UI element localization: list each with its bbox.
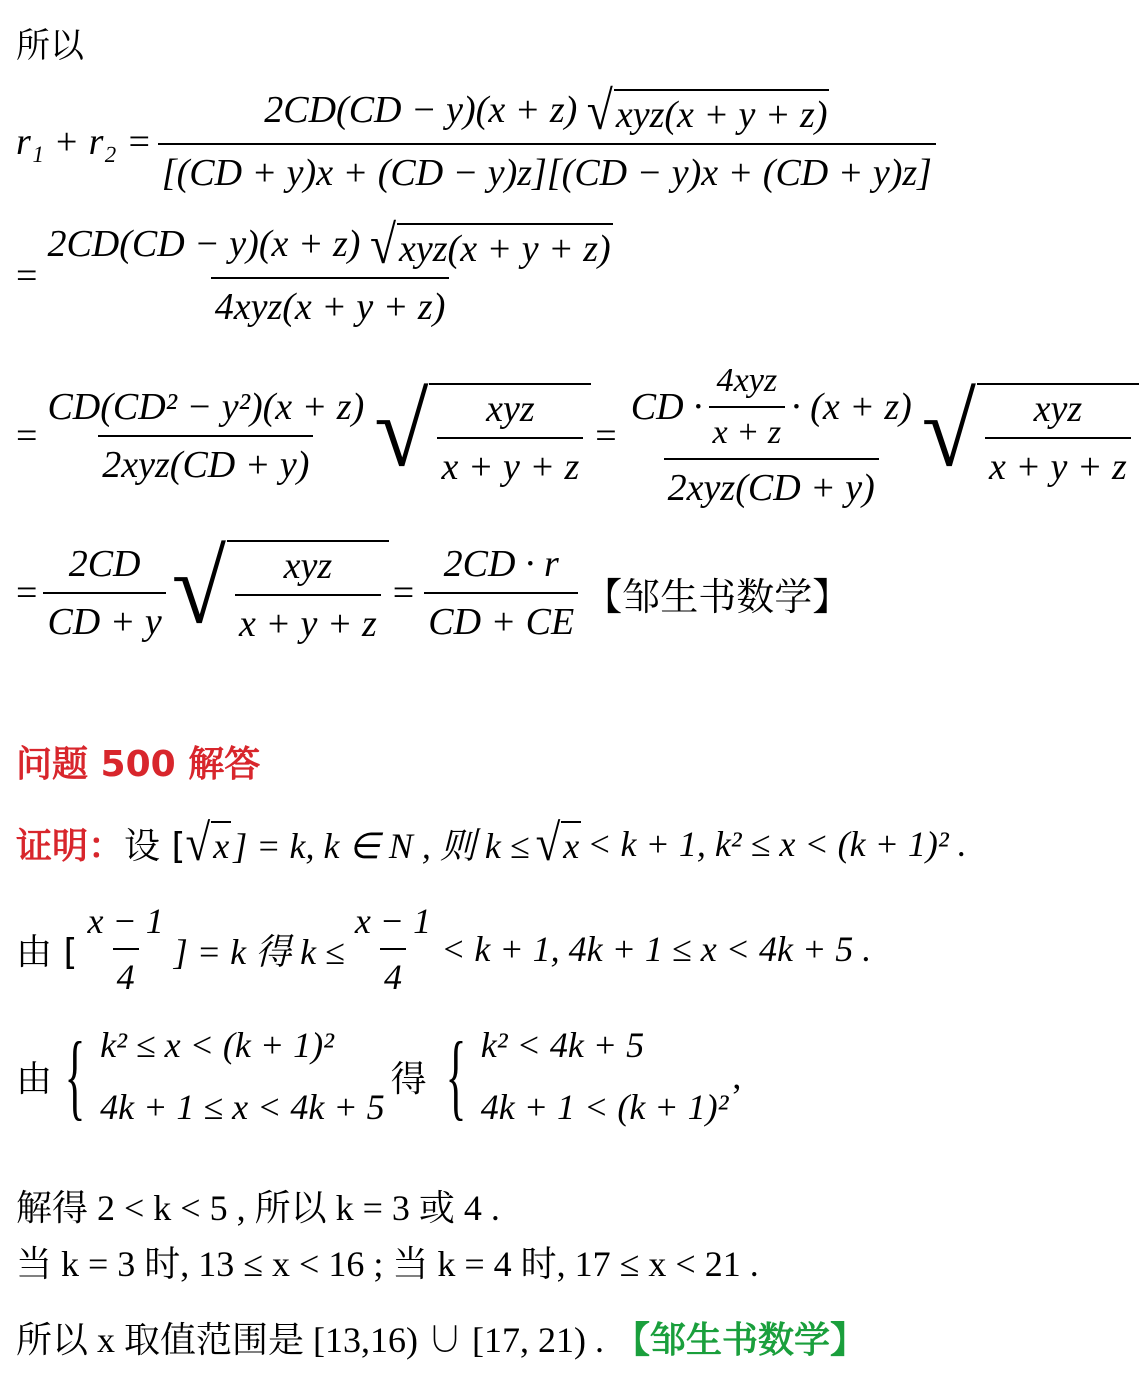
eq1-denominator: [(CD + y)x + (CD − y)z][(CD − y)x + (CD + y)z] <box>158 143 936 195</box>
eq2-radicand: xyz(x + y + z) <box>397 223 613 271</box>
proof-line-4: 解得 2 < k < 5 , 所以 k = 3 或 4 . <box>16 1188 500 1228</box>
eq3b-inner-num: 4xyz <box>716 362 778 399</box>
equation-3: = $\frac{\text{CD(CD² − y²)(x + z)}}{\text{2xyz(CD + y)}}$ √ $\frac{\text{xyz}}{x + y + z}$ = CD · $\frac{\text{4xyz}}{x + z}$ · (x + z) 2xyz(CD + y) √ $\frac{\text{xyz}}{x + y + z}$ <box>16 362 1139 510</box>
p3-you: 由 <box>16 1058 53 1100</box>
p1-sqrt-x: x <box>211 821 231 867</box>
intro-text: 所以 <box>16 26 84 66</box>
proof-line-5: 当 k = 3 时, 13 ≤ x < 16 ; 当 k = 4 时, 17 ≤ x < 21 . <box>16 1244 759 1284</box>
eq3a-denominator: 2xyz(CD + y) <box>98 435 313 487</box>
p1-a: 设 [ <box>124 826 186 867</box>
system-1-row-1: k² ≤ x < (k + 1)² <box>100 1025 334 1065</box>
eq1-numerator: 2CD(CD − y)(x + z) <box>264 89 578 131</box>
p1-c: ] = k, k ∈ N , 则 k ≤ <box>233 826 530 866</box>
proof-line-1: 证明： 设 [ √ x ] = k, k ∈ N , 则 k ≤ √ x < k + 1, k² ≤ x < (k + 1)² . <box>16 813 967 872</box>
eq3b-num-pre: CD · <box>630 386 703 428</box>
eq1-sqrt: √ xyz(x + y + z) <box>586 82 828 143</box>
eq4b-fraction <box>424 542 578 644</box>
eq3a-rad-den: x + y + z <box>437 437 583 489</box>
p6-text: 所以 x 取值范围是 [13,16) ∪ [17, 21) . <box>16 1320 604 1360</box>
system-2: { k² < 4k + 5 4k + 1 < (k + 1)² <box>445 1022 729 1129</box>
eq4-rad-num: xyz <box>283 545 333 587</box>
eq3b-inner-den: x + z <box>709 406 786 452</box>
eq1-lhs: r₁ + r₂ = <box>16 120 152 163</box>
eq2-denominator: 4xyz(x + y + z) <box>211 277 450 329</box>
p3-de: 得 <box>390 1058 427 1100</box>
eq3a-numerator: CD(CD² − y²)(x + z) <box>47 386 365 428</box>
system-1-row-2: 4k + 1 ≤ x < 4k + 5 <box>100 1087 385 1127</box>
proof-line-3 <box>16 1024 741 1128</box>
p1-e: < k + 1, k² ≤ x < (k + 1)² . <box>587 823 967 864</box>
system-1: { k² ≤ x < (k + 1)² 4k + 1 ≤ x < 4k + 5 <box>64 1022 385 1129</box>
eq2-sqrt: √ xyz(x + y + z) <box>369 216 611 277</box>
eq4a-fraction <box>43 542 165 644</box>
p2-frac2-num: x − 1 <box>354 901 432 941</box>
system-2-row-2: 4k + 1 < (k + 1)² <box>480 1087 729 1127</box>
proof-line-2 <box>16 900 871 998</box>
eq3a-fraction <box>43 385 368 487</box>
eq3a-sqrt: √ $\frac{\text{xyz}}{x + y + z}$ <box>374 383 591 489</box>
eq4a-numerator: 2CD <box>68 543 141 585</box>
eq1-radicand: xyz(x + y + z) <box>614 89 830 137</box>
eq4-rad-den: x + y + z <box>235 594 381 646</box>
equation-4: = $\frac{2CD}{CD + y}$ √ $\frac{\text{xyz}}{x + y + z}$ = $\frac{2CD \cdot r}{CD + CE}$ 【邹生书数学】 <box>16 531 851 646</box>
p2-frac-den: 4 <box>113 948 139 998</box>
system-2-row-1: k² < 4k + 5 <box>480 1025 645 1065</box>
eq3b-rad-num: xyz <box>1033 388 1083 430</box>
p2-c: < k + 1, 4k + 1 ≤ x < 4k + 5 . <box>441 929 872 969</box>
eq4b-denominator: CD + CE <box>424 592 578 644</box>
eq4b-numerator: 2CD · r <box>443 543 559 585</box>
equation-1 <box>16 82 942 195</box>
p3-end: , <box>732 1056 742 1096</box>
eq4a-denominator: CD + y <box>43 592 165 644</box>
eq4-sqrt: √ $\frac{\text{xyz}}{x + y + z}$ <box>172 540 389 646</box>
equation-2: = 2CD(CD − y)(x + z) √ xyz(x + y + z) 4xyz(x + y + z) <box>16 222 623 329</box>
problem-heading: 问题 500 解答 <box>16 744 261 785</box>
eq3b-sqrt: √ $\frac{\text{xyz}}{x + y + z}$ <box>922 383 1139 489</box>
proof-conclusion <box>16 1312 866 1363</box>
p2-frac-num: x − 1 <box>87 901 164 941</box>
eq3b-rad-den: x + y + z <box>985 437 1131 489</box>
p2-frac2-den: 4 <box>380 948 406 998</box>
eq3b-num-post: · (x + z) <box>791 386 912 428</box>
eq3a-rad-num: xyz <box>486 388 535 430</box>
eq1-fraction <box>158 82 936 195</box>
p1-sqrt-x2: x <box>561 821 581 867</box>
eq3b-denominator: 2xyz(CD + y) <box>664 458 879 510</box>
p2-b: ] = k 得 k ≤ <box>173 931 345 972</box>
proof-label: 证明： <box>16 826 125 867</box>
brand-watermark-1: 【邹生书数学】 <box>584 574 851 619</box>
brand-watermark-2: 【邹生书数学】 <box>613 1320 866 1361</box>
eq2-fraction <box>43 216 616 329</box>
eq3b-fraction <box>627 362 916 510</box>
p2-a: 由 [ <box>16 931 78 973</box>
eq2-numerator: 2CD(CD − y)(x + z) <box>47 223 361 265</box>
